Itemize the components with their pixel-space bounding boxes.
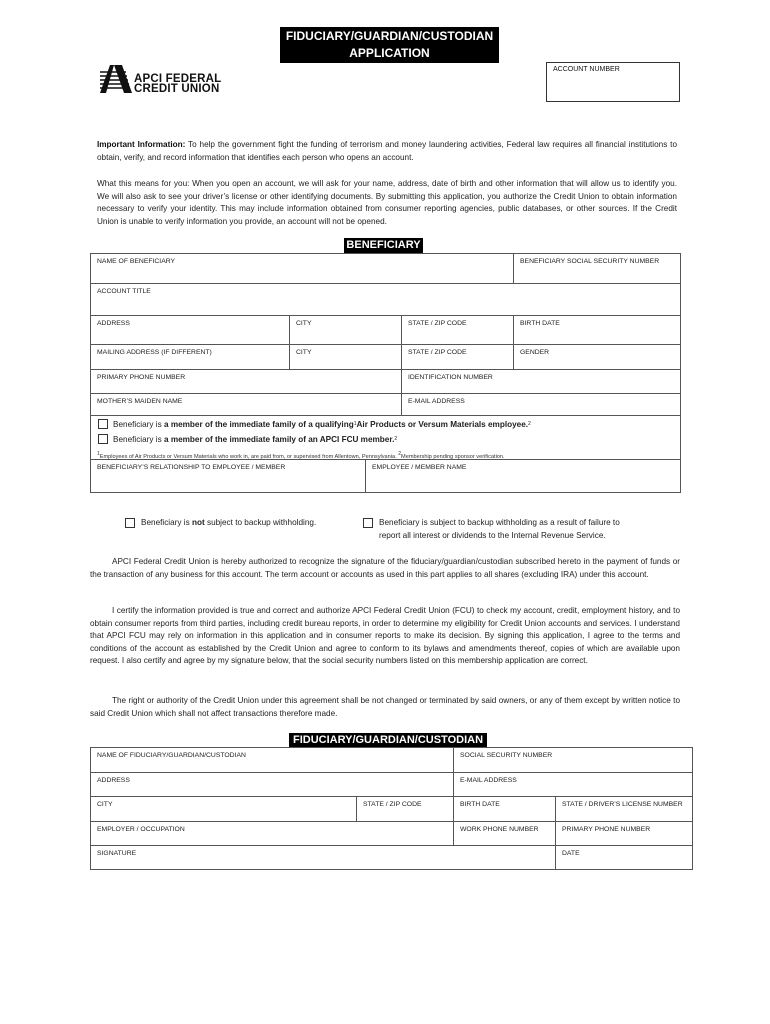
subject-line2: report all interest or dividends to the Internal Revenue Service. [379, 530, 606, 540]
subject-withholding-option[interactable] [363, 517, 620, 542]
account-number-field[interactable] [546, 62, 680, 102]
mailing-address-label: MAILING ADDRESS (IF DIFFERENT) [97, 349, 212, 356]
fiduciary-ssn-label: SOCIAL SECURITY NUMBER [460, 752, 553, 759]
not-subject-pre: Beneficiary is [141, 518, 192, 527]
fiduciary-birth-date-label: BIRTH DATE [460, 801, 500, 808]
fiduciary-employer-label: EMPLOYER / OCCUPATION [97, 826, 185, 833]
check2-prefix: Beneficiary is [113, 434, 162, 444]
date-label: DATE [562, 850, 580, 857]
employee-name-label: EMPLOYEE / MEMBER NAME [372, 464, 467, 471]
primary-phone-field[interactable] [91, 370, 402, 394]
beneficiary-state-zip-field[interactable] [402, 316, 514, 345]
fiduciary-employer-field[interactable] [91, 822, 454, 846]
fiduciary-primary-phone-label: PRIMARY PHONE NUMBER [562, 826, 651, 833]
beneficiary-birth-date-field[interactable] [514, 316, 680, 345]
subject-withholding-checkbox[interactable] [363, 518, 373, 528]
footnote1-text: Employees of Air Products or Versum Materials who work in, are paid from, or supervised from Allentown, Pennsylvania. [99, 453, 397, 460]
mailing-city-field[interactable] [290, 345, 402, 370]
fiduciary-birth-date-field[interactable] [454, 797, 556, 822]
not-subject-withholding-option[interactable] [125, 517, 316, 530]
beneficiary-city-label: CITY [296, 320, 312, 327]
maiden-name-field[interactable] [91, 394, 402, 415]
important-label: Important Information: [97, 140, 186, 149]
beneficiary-name-label: NAME OF BENEFICIARY [97, 258, 176, 265]
fiduciary-heading: FIDUCIARY/GUARDIAN/CUSTODIAN [289, 733, 487, 748]
primary-phone-label: PRIMARY PHONE NUMBER [97, 374, 186, 381]
fiduciary-address-field[interactable] [91, 773, 454, 797]
what-this-means [97, 178, 677, 228]
fiduciary-state-zip-label: STATE / ZIP CODE [363, 801, 422, 808]
fiduciary-grid [90, 747, 693, 870]
footnote-num2: 2 [398, 451, 402, 457]
mailing-city-label: CITY [296, 349, 312, 356]
beneficiary-grid [90, 253, 681, 416]
form-title [280, 27, 499, 63]
fiduciary-city-label: CITY [97, 801, 113, 808]
form-title-line1: FIDUCIARY/GUARDIAN/CUSTODIAN [285, 29, 494, 43]
certification-paragraph: I certify the information provided is true and correct and authorize APCI Federal Credit Union (FCU) to check my account, credit, employment history, and to obtain consumer reports from third parties, including credit bureau reports, in order to determine my eligibility for Credit Union accounts and services. I understand that APCI FCU may rely on information in this application and in consumer reports to make its decision. By signing this application, I agree to the terms and conditions of the account as established by the Credit Union and agree to conform to its bylaws and amendments thereof, copies of which are available upon request. I also certify and agree by my signature below, that the social security numbers listed on this membership application are correct. [90, 606, 680, 666]
gender-field[interactable] [514, 345, 680, 370]
check2-sup: 2 [394, 436, 398, 442]
fiduciary-ssn-field[interactable] [454, 748, 692, 773]
identification-number-field[interactable] [402, 370, 680, 394]
means-text: When you open an account, we will ask for your name, address, date of birth and other information that will allow us to identify you. We will also ask to see your driver’s license or other identifying documents. By submitting this application, you authorize the Credit Union to obtain information necessary to verify your identity. This may include information obtained from consumer reporting agencies, public databases, or other sources. If the Credit Union is unable to verify information you provide, an account will not be opened. [97, 179, 677, 226]
relationship-grid [90, 459, 681, 493]
employee-name-field[interactable] [366, 460, 680, 492]
fiduciary-name-label: NAME OF FIDUCIARY/GUARDIAN/CUSTODIAN [97, 752, 246, 759]
fiduciary-address-label: ADDRESS [97, 777, 130, 784]
beneficiary-ssn-label: BENEFICIARY SOCIAL SECURITY NUMBER [520, 258, 660, 265]
maiden-name-label: MOTHER’S MAIDEN NAME [97, 398, 183, 405]
beneficiary-address-field[interactable] [91, 316, 290, 345]
mailing-address-field[interactable] [91, 345, 290, 370]
credit-union-logo [100, 63, 230, 95]
date-field[interactable] [556, 846, 692, 869]
fiduciary-name-field[interactable] [91, 748, 454, 773]
fiduciary-city-field[interactable] [91, 797, 357, 822]
account-number-label: ACCOUNT NUMBER [553, 66, 620, 73]
fiduciary-license-field[interactable] [556, 797, 692, 822]
eligibility-employee-checkbox[interactable] [98, 419, 108, 429]
beneficiary-heading: BENEFICIARY [344, 238, 423, 253]
beneficiary-address-label: ADDRESS [97, 320, 130, 327]
beneficiary-city-field[interactable] [290, 316, 402, 345]
logo-mark-icon [100, 63, 134, 95]
important-text: To help the government fight the funding of terrorism and money laundering activities, Federal law requires all financial institutions to obtain, verify, and record information that identifies each person who opens an account. [97, 140, 677, 162]
fiduciary-state-zip-field[interactable] [357, 797, 454, 822]
fiduciary-work-phone-field[interactable] [454, 822, 556, 846]
form-title-line2: APPLICATION [349, 46, 430, 60]
beneficiary-email-field[interactable] [402, 394, 680, 415]
footnote-num1: 1 [97, 451, 100, 457]
relationship-label: BENEFICIARY’S RELATIONSHIP TO EMPLOYEE / MEMBER [97, 464, 286, 471]
check1-bold2: Air Products or Versum Materials employee. [356, 419, 529, 429]
beneficiary-ssn-field[interactable] [514, 254, 680, 284]
check2-bold: a member of the immediate family of an APCI FCU member. [163, 434, 395, 444]
logo-line1: APCI FEDERAL [134, 73, 222, 85]
account-title-label: ACCOUNT TITLE [97, 288, 151, 295]
authority-paragraph: The right or authority of the Credit Union under this agreement shall be not changed or terminated by said owners, or any of them except by written notice to said Credit Union which shall not affect transactions therefore made. [90, 696, 680, 718]
not-subject-bold: not [191, 518, 205, 527]
beneficiary-birth-date-label: BIRTH DATE [520, 320, 560, 327]
fiduciary-email-field[interactable] [454, 773, 692, 797]
eligibility-member-checkbox[interactable] [98, 434, 108, 444]
account-title-field[interactable] [91, 284, 680, 316]
beneficiary-state-zip-label: STATE / ZIP CODE [408, 320, 467, 327]
fiduciary-license-label: STATE / DRIVER’S LICENSE NUMBER [562, 801, 683, 808]
mailing-state-zip-field[interactable] [402, 345, 514, 370]
footnote2-text: Membership pending sponsor verification. [401, 453, 505, 460]
not-subject-withholding-checkbox[interactable] [125, 518, 135, 528]
eligibility-employee-option[interactable] [98, 419, 531, 429]
logo-line2: CREDIT UNION [134, 83, 220, 95]
check1-prefix: Beneficiary is [113, 419, 162, 429]
beneficiary-email-label: E-MAIL ADDRESS [408, 398, 465, 405]
check1-bold: a member of the immediate family of a qualifying [163, 419, 354, 429]
gender-label: GENDER [520, 349, 550, 356]
mailing-state-zip-label: STATE / ZIP CODE [408, 349, 467, 356]
check1-sup1: 1 [353, 421, 357, 427]
important-information [97, 139, 677, 164]
relationship-field[interactable] [91, 460, 366, 492]
fiduciary-work-phone-label: WORK PHONE NUMBER [460, 826, 539, 833]
check1-sup2: 2 [528, 421, 531, 427]
means-label: What this means for you: [97, 179, 190, 188]
not-subject-post: subject to backup withholding. [204, 518, 317, 527]
fiduciary-primary-phone-field[interactable] [556, 822, 692, 846]
signature-field[interactable] [91, 846, 556, 869]
beneficiary-name-field[interactable] [91, 254, 514, 284]
identification-number-label: IDENTIFICATION NUMBER [408, 374, 493, 381]
authorization-paragraph: APCI Federal Credit Union is hereby authorized to recognize the signature of the fiduciary/guardian/custodian subscribed hereto in the payment of funds or the transaction of any business for this account. The term account or accounts as used in this part applies to all shares (excluding IRA) under this account. [90, 557, 680, 579]
signature-label: SIGNATURE [97, 850, 137, 857]
eligibility-member-option[interactable] [98, 434, 397, 444]
subject-line1: Beneficiary is subject to backup withholding as a result of failure to [379, 518, 620, 527]
fiduciary-email-label: E-MAIL ADDRESS [460, 777, 517, 784]
